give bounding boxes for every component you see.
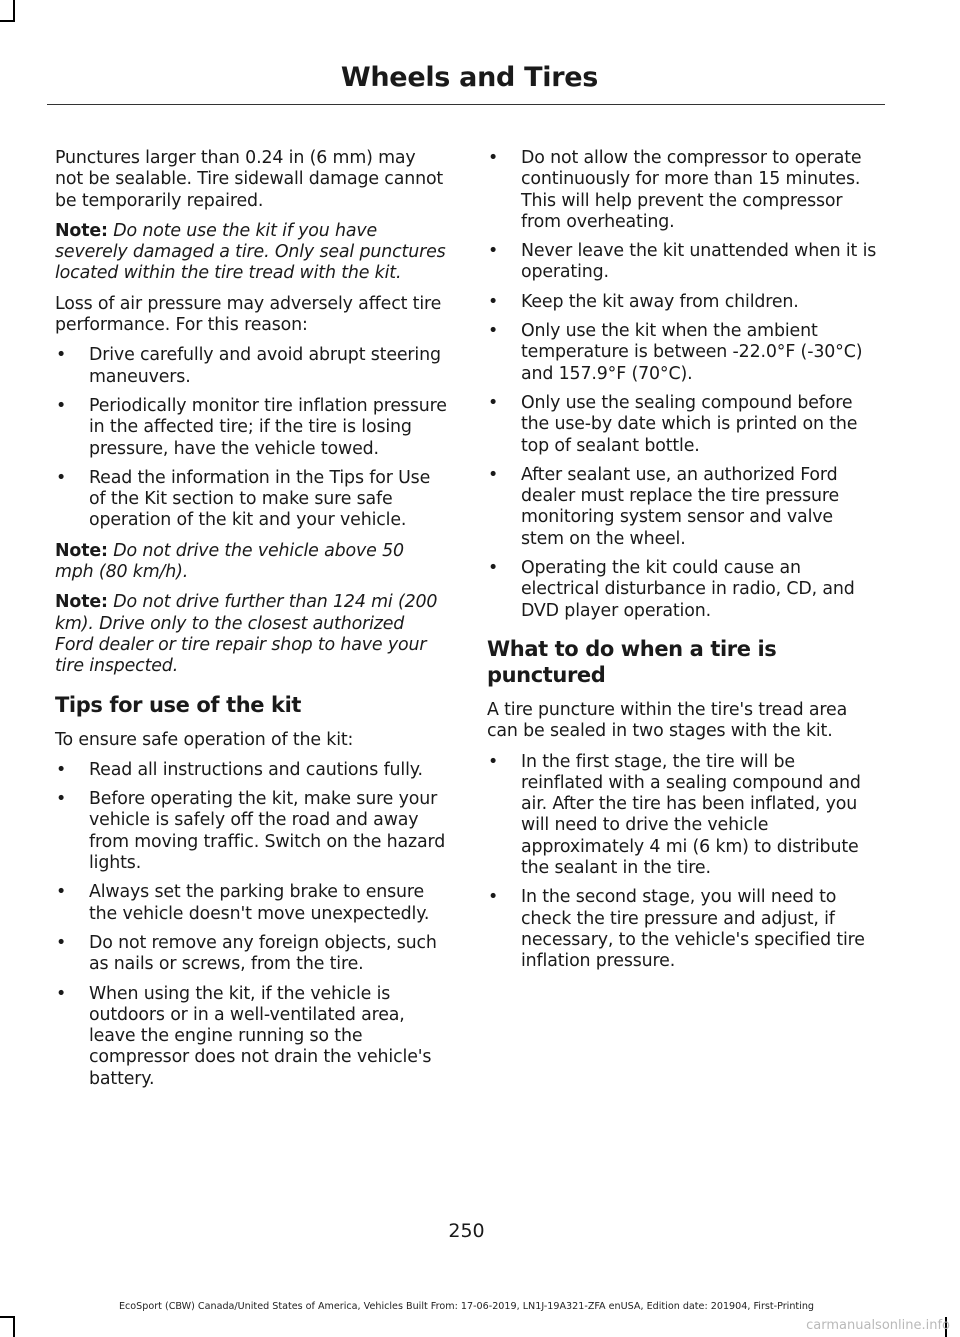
crop-mark-top-left-h [0, 20, 15, 22]
tips-intro: To ensure safe operation of the kit: [55, 729, 354, 750]
note-text: Do not drive further than 124 mi (200 km). Drive only to the closest authorized Ford dealer or tire repair shop to have your tire inspected. [55, 592, 438, 677]
list-item: • Never leave the kit unattended when it is operating. [487, 241, 879, 284]
stages-list [487, 752, 879, 973]
tips-list-continued [487, 148, 879, 622]
crop-mark-top-left-v [13, 0, 15, 20]
list-item: • After sealant use, an authorized Ford dealer must replace the tire pressure monitoring system sensor and valve stem on the wheel. [487, 465, 879, 550]
page-number: 250 [448, 1220, 485, 1242]
note-label: Note: [55, 592, 108, 613]
section-heading-tips: Tips for use of the kit [55, 692, 302, 717]
section-heading-punctured: What to do when a tire is punctured [487, 636, 777, 687]
watermark: carmanualsonline.info [806, 1318, 950, 1333]
header-divider [47, 104, 885, 105]
footer-edition-info: EcoSport (CBW) Canada/United States of America, Vehicles Built From: 17-06-2019, LN1J-19A321-ZFA enUSA, Edition date: 201904, First-Printing [118, 1301, 815, 1312]
tips-list [55, 760, 447, 1090]
list-item: • Operating the kit could cause an electrical disturbance in radio, CD, and DVD player operation. [487, 558, 879, 622]
right-column [487, 148, 879, 982]
list-item: • Read all instructions and cautions fully. [55, 760, 447, 781]
crop-mark-bottom-left-h [0, 1316, 15, 1318]
note-text: Do not drive the vehicle above 50 mph (80 km/h). [55, 540, 404, 583]
precautions-list [55, 345, 447, 531]
note-label: Note: [55, 540, 108, 561]
pressure-paragraph: Loss of air pressure may adversely affect tire performance. For this reason: [55, 293, 442, 336]
note-label: Note: [55, 220, 108, 241]
list-item: • Periodically monitor tire inflation pressure in the affected tire; if the tire is losing pressure, have the vehicle towed. [55, 396, 447, 460]
list-item: • Always set the parking brake to ensure the vehicle doesn't move unexpectedly. [55, 882, 447, 925]
left-column [55, 148, 447, 1099]
page-section-title: Wheels and Tires [340, 62, 598, 93]
list-item: • When using the kit, if the vehicle is outdoors or in a well-ventilated area, leave the engine running so the compressor does not drain the vehicle's battery. [55, 984, 447, 1090]
intro-paragraph: Punctures larger than 0.24 in (6 mm) may not be sealable. Tire sidewall damage cannot be temporarily repaired. [55, 148, 444, 211]
list-item: • Drive carefully and avoid abrupt steering maneuvers. [55, 345, 447, 388]
list-item: • In the first stage, the tire will be reinflated with a sealing compound and air. After the tire has been inflated, you will need to drive the vehicle approximately 4 mi (6 km) to distribute the sealant in the tire. [487, 752, 879, 880]
note-speed-limit [55, 541, 447, 584]
note-text: Do note use the kit if you have severely damaged a tire. Only seal punctures located within the tire tread with the kit. [55, 220, 446, 284]
list-item: • Read the information in the Tips for Use of the Kit section to make sure safe operation of the kit and your vehicle. [55, 468, 447, 532]
puncture-intro: A tire puncture within the tire's tread area can be sealed in two stages with the kit. [487, 699, 848, 742]
crop-mark-bottom-left-v [13, 1317, 15, 1337]
list-item: • Do not allow the compressor to operate continuously for more than 15 minutes. This will help prevent the compressor from overheating. [487, 148, 879, 233]
note-tread-only [55, 221, 447, 285]
list-item: • Before operating the kit, make sure your vehicle is safely off the road and away from moving traffic. Switch on the hazard lights. [55, 789, 447, 874]
list-item: • In the second stage, you will need to check the tire pressure and adjust, if necessary, to the vehicle's specified tire inflation pressure. [487, 887, 879, 972]
list-item: • Keep the kit away from children. [487, 292, 879, 313]
list-item: • Do not remove any foreign objects, such as nails or screws, from the tire. [55, 933, 447, 976]
list-item: • Only use the kit when the ambient temperature is between -22.0°F (-30°C) and 157.9°F (70°C). [487, 321, 879, 385]
note-distance-limit [55, 592, 447, 677]
list-item: • Only use the sealing compound before the use-by date which is printed on the top of sealant bottle. [487, 393, 879, 457]
